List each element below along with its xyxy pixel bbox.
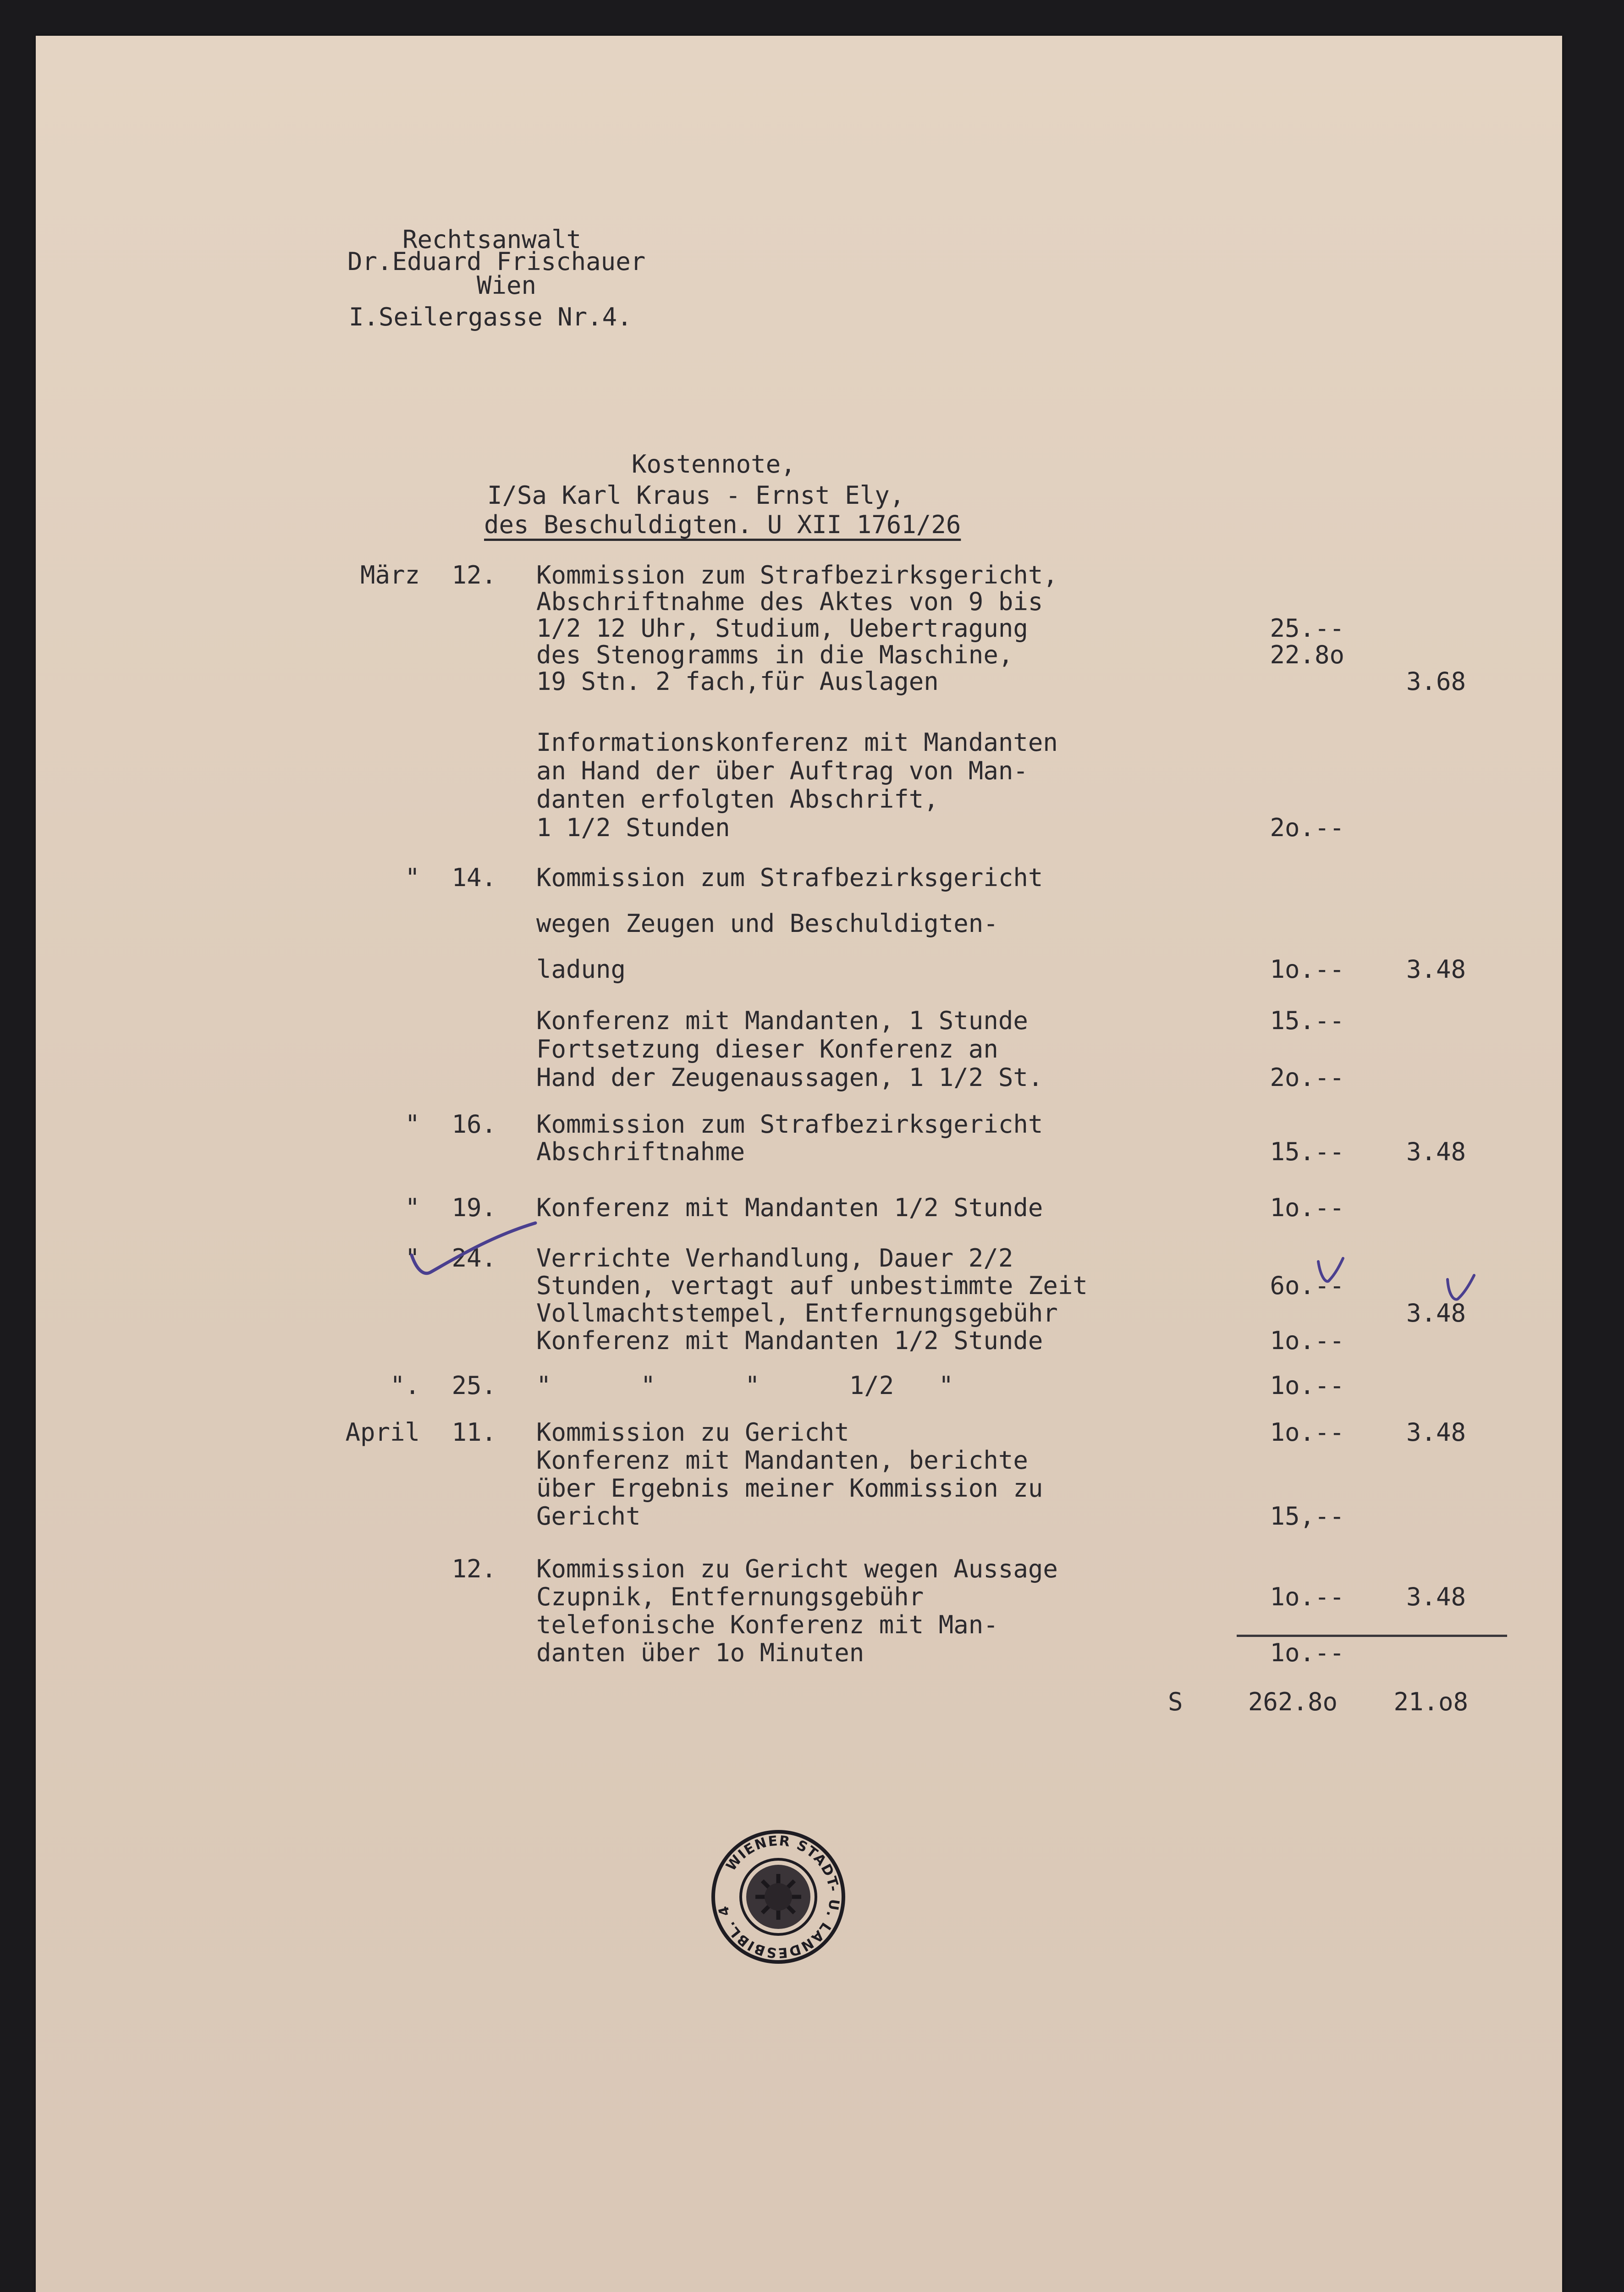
entry-text-line: Vollmachtstempel, Entfernungsgebühr [536,1299,1058,1328]
entry-day: 11. [451,1418,496,1447]
library-stamp [710,1828,847,1966]
case-parties: I/Sa Karl Kraus - Ernst Ely, [487,481,905,510]
letterhead-rechtsanwalt: Rechtsanwalt [402,225,582,254]
entry-month: April [345,1418,420,1447]
entry-amount: 1o.-- [1270,1193,1344,1222]
entry-day: 19. [451,1193,496,1222]
entry-text-line: 19 Stn. 2 fach,für Auslagen [536,667,939,696]
entry-text-line: an Hand der über Auftrag von Man- [536,756,1028,785]
entry-text-line: Kommission zum Strafbezirksgericht [536,1110,1043,1139]
entry-text-line: Hand der Zeugenaussagen, 1 1/2 St. [536,1063,1043,1092]
entry-amount: 1o.-- [1270,955,1344,984]
letterhead-name: Dr.Eduard Frischauer [347,247,646,276]
entry-amount: 1o.-- [1270,1582,1344,1611]
pencil-tick-icon [1315,1256,1347,1288]
entry-day: 14. [451,863,496,892]
entry-text-line: Verrichte Verhandlung, Dauer 2/2 [536,1244,1013,1273]
entry-amount: 2o.-- [1270,813,1344,842]
entry-month: " [405,1110,420,1139]
entry-month: ". [390,1371,420,1400]
entry-text-line: telefonische Konferenz mit Man- [536,1610,998,1639]
entry-text-line: Fortsetzung dieser Konferenz an [536,1035,998,1063]
entry-amount: 6o.-- [1270,1271,1344,1300]
entry-month: März [360,561,420,590]
entry-auslagen: 3.48 [1406,1137,1466,1166]
entry-text-line: über Ergebnis meiner Kommission zu [536,1474,1043,1503]
entry-month: " [405,1244,420,1273]
entry-text-line: Gericht [536,1502,641,1531]
entry-amount: 1o.-- [1270,1326,1344,1355]
document-title: Kostennote, [632,450,796,479]
entry-day: 12. [451,561,496,590]
entry-amount: 15.-- [1270,1137,1344,1166]
entry-text-line: Kommission zum Strafbezirksgericht, [536,561,1058,590]
entry-month: " [405,1193,420,1222]
entry-amount: 25.-- [1270,614,1344,643]
entry-amount: 22.8o [1270,640,1344,669]
entry-text-line: " " " 1/2 " [536,1371,954,1400]
entry-text-line: Konferenz mit Mandanten 1/2 Stunde [536,1326,1043,1355]
entry-text-line: Abschriftnahme [536,1137,745,1166]
entry-day: 24. [451,1244,496,1273]
entry-day: 12. [451,1554,496,1583]
entry-auslagen: 3.48 [1406,955,1466,984]
entry-text-line: ladung [536,955,626,984]
document-page [36,36,1562,2292]
entry-auslagen: 3.48 [1406,1299,1466,1328]
entry-text-line: Kommission zum Strafbezirksgericht [536,863,1043,892]
entry-text-line: Abschriftnahme des Aktes von 9 bis [536,587,1043,616]
entry-text-line: Konferenz mit Mandanten, berichte [536,1446,1028,1475]
entry-text-line: danten erfolgten Abschrift, [536,785,939,814]
entry-auslagen: 3.48 [1406,1582,1466,1611]
entry-amount: 15.-- [1270,1006,1344,1035]
svg-text:WIENER STADT- U. LANDESBIBL. 4: WIENER STADT- U. LANDESBIBL. 4 [715,1833,842,1961]
entry-text-line: des Stenogramms in die Maschine, [536,640,1013,669]
entry-text-line: Kommission zu Gericht [536,1418,849,1447]
letterhead-city: Wien [477,271,537,300]
entry-month: " [405,863,420,892]
pencil-checkmark-icon [402,1218,540,1287]
entry-text-line: wegen Zeugen und Beschuldigten- [536,909,998,938]
sum-rule [1237,1635,1507,1637]
entry-text-line: 1/2 12 Uhr, Studium, Uebertragung [536,614,1028,643]
entry-day: 16. [451,1110,496,1139]
entry-text-line: Czupnik, Entfernungsgebühr [536,1582,924,1611]
entry-text-line: Informationskonferenz mit Mandanten [536,728,1058,757]
total-auslagen: 21.o8 [1393,1687,1468,1716]
entry-amount: 2o.-- [1270,1063,1344,1092]
entry-auslagen: 3.48 [1406,1418,1466,1447]
entry-text-line: Kommission zu Gericht wegen Aussage [536,1554,1058,1583]
entry-amount: 1o.-- [1270,1371,1344,1400]
entry-amount: 15,-- [1270,1502,1344,1531]
entry-amount: 1o.-- [1270,1418,1344,1447]
total-honorar: 262.8o [1248,1687,1338,1716]
total-currency: S [1168,1687,1183,1716]
entry-text-line: Konferenz mit Mandanten, 1 Stunde [536,1006,1028,1035]
pencil-tick-icon [1443,1273,1480,1309]
entry-text-line: 1 1/2 Stunden [536,813,730,842]
entry-amount: 1o.-- [1270,1638,1344,1667]
entry-day: 25. [451,1371,496,1400]
entry-text-line: danten über 1o Minuten [536,1638,864,1667]
entry-auslagen: 3.68 [1406,667,1466,696]
entry-text-line: Konferenz mit Mandanten 1/2 Stunde [536,1193,1043,1222]
letterhead-address: I.Seilergasse Nr.4. [349,303,632,331]
case-reference: des Beschuldigten. U XII 1761/26 [484,510,961,539]
entry-text-line: Stunden, vertagt auf unbestimmte Zeit [536,1271,1088,1300]
